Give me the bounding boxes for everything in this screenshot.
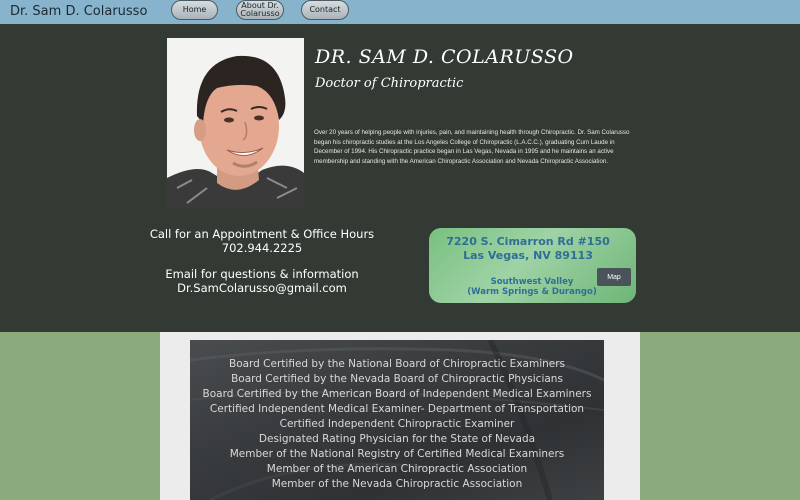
appointment-label: Call for an Appointment & Office Hours (149, 227, 375, 241)
credential-item: Member of the Nevada Chiropractic Association (271, 478, 523, 490)
doctor-photo (167, 38, 304, 208)
doctor-name-heading: DR. SAM D. COLARUSSO (315, 46, 574, 68)
nav-about-line1: About Dr. (241, 1, 279, 10)
address-street: 7220 S. Cimarron Rd #150 (446, 235, 610, 248)
credentials-panel (190, 340, 604, 500)
doctor-title: Doctor of Chiropractic (315, 76, 464, 91)
site-name[interactable]: Dr. Sam D. Colarusso (10, 4, 148, 19)
map-button[interactable]: Map (597, 268, 631, 286)
phone-number[interactable]: 702.944.2225 (221, 240, 303, 255)
credential-item: Certified Independent Chiropractic Examiner (279, 418, 515, 430)
credentials-list (190, 357, 604, 492)
contact-info (140, 228, 384, 295)
address-area: Southwest Valley (490, 277, 574, 287)
nav-about-button[interactable] (236, 0, 284, 20)
nav-about-label (240, 2, 279, 18)
top-nav-bar (0, 0, 800, 24)
credential-item: Board Certified by the American Board of Independent Medical Examiners (202, 388, 592, 400)
credential-item: Member of the National Registry of Certified Medical Examiners (229, 448, 565, 460)
nav-about-line2: Colarusso (240, 9, 280, 18)
address-city: Las Vegas, NV 89113 (463, 249, 593, 262)
credential-item: Board Certified by the Nevada Board of Chiropractic Physicians (231, 373, 563, 385)
email-address[interactable]: Dr.SamColarusso@gmail.com (177, 280, 347, 295)
doctor-portrait-icon (167, 38, 304, 208)
hero-section (0, 24, 800, 332)
nav-home-button[interactable]: Home (171, 0, 218, 20)
credential-item: Designated Rating Physician for the State of Nevada (258, 433, 536, 445)
credential-item: Certified Independent Medical Examiner- Department of Transportation (209, 403, 585, 415)
doctor-bio: Over 20 years of helping people with injuries, pain, and maintaining health through Chiropractic. Dr. Sam Colarusso began his chiropractic studies at the Los Angeles College of Chiropractic (L.A.C.C.), graduating Cum Laude in December of 1994. His Chiropractic practice began in Las Vegas, Nevada in 1995 and he maintains an active membership and standing with the American Chiropractic Association and Nevada Chiropractic Association. (314, 129, 630, 165)
credential-item: Board Certified by the National Board of Chiropractic Examiners (228, 358, 566, 370)
credential-item: Member of the American Chiropractic Association (266, 463, 528, 475)
nav-contact-button[interactable]: Contact (301, 0, 349, 20)
address-card (429, 228, 636, 303)
address-area-detail: (Warm Springs & Durango) (467, 287, 597, 297)
email-label: Email for questions & information (165, 267, 359, 281)
